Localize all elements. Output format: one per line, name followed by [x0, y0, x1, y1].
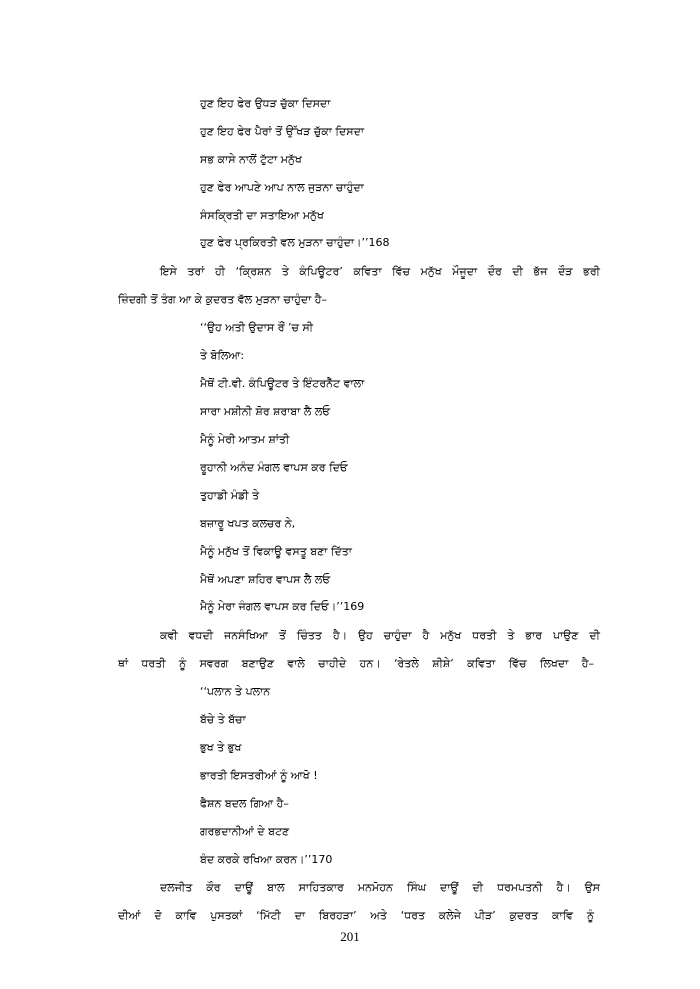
- poem-line: ਫੈਸ਼ਨ ਬਦਲ ਗਿਆ ਹੈ–: [200, 797, 289, 810]
- paragraph-line: ਕਵੀ ਵਧਦੀ ਜਨਸੰਖਿਆ ਤੋਂ ਚਿੰਤਤ ਹੈ। ਉਹ ਚਾਹੁੰਦਾ ਹੈ ਮਨੁੱਖ ਧਰਤੀ ਤੇ ਭਾਰ ਪਾਉਣ ਦੀ: [160, 629, 600, 642]
- poem-line: ਸੰਸਕ੍ਰਿਤੀ ਦਾ ਸਤਾਇਆ ਮਨੁੱਖ: [200, 209, 324, 222]
- page-number: 201: [340, 929, 360, 944]
- poem-line: ਬੱਚੇ ਤੇ ਬੱਚਾ: [200, 713, 246, 726]
- poem-line: ਮੈਨੂੰ ਮਨੁੱਖ ਤੋਂ ਵਿਕਾਊ ਵਸਤੂ ਬਣਾ ਦਿੱਤਾ: [200, 545, 352, 558]
- poem-line: ਬਜ਼ਾਰੂ ਖਪਤ ਕਲਚਰ ਨੇ,: [200, 517, 296, 530]
- poem-line: ‘‘ਉਹ ਅਤੀ ਉਦਾਸ ਰੌਂ ’ਚ ਸੀ: [200, 321, 314, 334]
- paragraph-line: ਇਸੇ ਤਰਾਂ ਹੀ ‘ਕ੍ਰਿਸ਼ਨ ਤੇ ਕੰਪਿਊਟਰ’ ਕਵਿਤਾ ਵਿੱਚ ਮਨੁੱਖ ਮੌਜੂਦਾ ਦੌਰ ਦੀ ਭੱਜ ਦੌੜ ਭਰੀ: [160, 265, 600, 278]
- poem-line: ਗਰਭਦਾਨੀਆਂ ਦੇ ਬਟਣ: [200, 825, 290, 838]
- poem-line: ਮੈਨੂੰ ਮੇਰੀ ਆਤਮ ਸ਼ਾਂਤੀ: [200, 433, 290, 446]
- poem-line: ਹੁਣ ਇਹ ਫੇਰ ਪੈਰਾਂ ਤੋਂ ਉੱਖੜ ਚੁੱਕਾ ਦਿਸਦਾ: [200, 125, 365, 138]
- poem-line: ਹੁਣ ਫੇਰ ਆਪਣੇ ਆਪ ਨਾਲ ਜੁੜਨਾ ਚਾਹੁੰਦਾ: [200, 181, 364, 194]
- paragraph-line: ਥਾਂ ਧਰਤੀ ਨੂੰ ਸਵਰਗ ਬਣਾਉਣ ਵਾਲੇ ਚਾਹੀਦੇ ਹਨ। ‘ਰੇਤਲੇ ਸ਼ੀਸ਼ੇ’ ਕਵਿਤਾ ਵਿੱਚ ਲਿਖਦਾ ਹੈ–: [118, 657, 594, 670]
- poem-line: ਮੈਥੋਂ ਅਪਣਾ ਸ਼ਹਿਰ ਵਾਪਸ ਲੈ ਲਓ: [200, 573, 331, 586]
- poem-line: ਹੁਣ ਇਹ ਫੇਰ ਉਧੜ ਚੁੱਕਾ ਦਿਸਦਾ: [200, 97, 331, 110]
- poem-line: ਤੇ ਬੋਲਿਆ:: [200, 349, 245, 362]
- poem-line: ਤੁਹਾਡੀ ਮੰਡੀ ਤੇ: [200, 489, 260, 502]
- poem-line: ਮੈਨੂੰ ਮੇਰਾ ਜੰਗਲ ਵਾਪਸ ਕਰ ਦਿਓ।’’169: [200, 600, 365, 613]
- poem-line: ਭਾਰਤੀ ਇਸਤਰੀਆਂ ਨੂੰ ਆਖੋ !: [200, 769, 318, 782]
- poem-line: ਰੂਹਾਨੀ ਅਨੰਦ ਮੰਗਲ ਵਾਪਸ ਕਰ ਦਿਓ: [200, 461, 348, 474]
- paragraph-line: ਜ਼ਿੰਦਗੀ ਤੋਂ ਤੰਗ ਆ ਕੇ ਕੁਦਰਤ ਵੱਲ ਮੁੜਨਾ ਚਾਹੁੰਦਾ ਹੈ–: [118, 293, 328, 306]
- poem-line: ਬੰਦ ਕਰਕੇ ਰਖਿਆ ਕਰਨ।’’170: [200, 853, 333, 866]
- poem-line: ਮੈਥੋਂ ਟੀ.ਵੀ. ਕੰਪਿਊਟਰ ਤੇ ਇੰਟਰਨੈੱਟ ਵਾਲਾ: [200, 377, 365, 390]
- poem-line: ‘‘ਪਲਾਨ ਤੇ ਪਲਾਨ: [200, 685, 271, 698]
- paragraph-line: ਦਲਜੀਤ ਕੌਰ ਦਾਊਂ ਬਾਲ ਸਾਹਿਤਕਾਰ ਮਨਮੋਹਨ ਸਿੰਘ ਦਾਊਂ ਦੀ ਧਰਮਪਤਨੀ ਹੈ। ਉਸ: [160, 881, 600, 894]
- poem-line: ਸਾਰਾ ਮਸ਼ੀਨੀ ਸ਼ੋਰ ਸ਼ਰਾਬਾ ਲੈ ਲਓ: [200, 405, 331, 418]
- poem-line: ਸਭ ਕਾਸੇ ਨਾਲੋਂ ਟੁੱਟਾ ਮਨੁੱਖ: [200, 153, 302, 166]
- paragraph-line: ਦੀਆਂ ਦੋ ਕਾਵਿ ਪੁਸਤਕਾਂ ‘ਮਿੱਟੀ ਦਾ ਬਿਰਹੜਾ’ ਅਤੇ ‘ਧਰਤ ਕਲੇਜੇ ਪੀੜ’ ਕੁਦਰਤ ਕਾਵਿ ਨੂੰ: [118, 909, 594, 922]
- poem-line: ਹੁਣ ਫੇਰ ਪ੍ਰਕਿਰਤੀ ਵਲ ਮੁੜਨਾ ਚਾਹੁੰਦਾ।’’168: [200, 236, 390, 249]
- poem-line: ਭੁਖ ਤੇ ਭੁਖ: [200, 741, 242, 754]
